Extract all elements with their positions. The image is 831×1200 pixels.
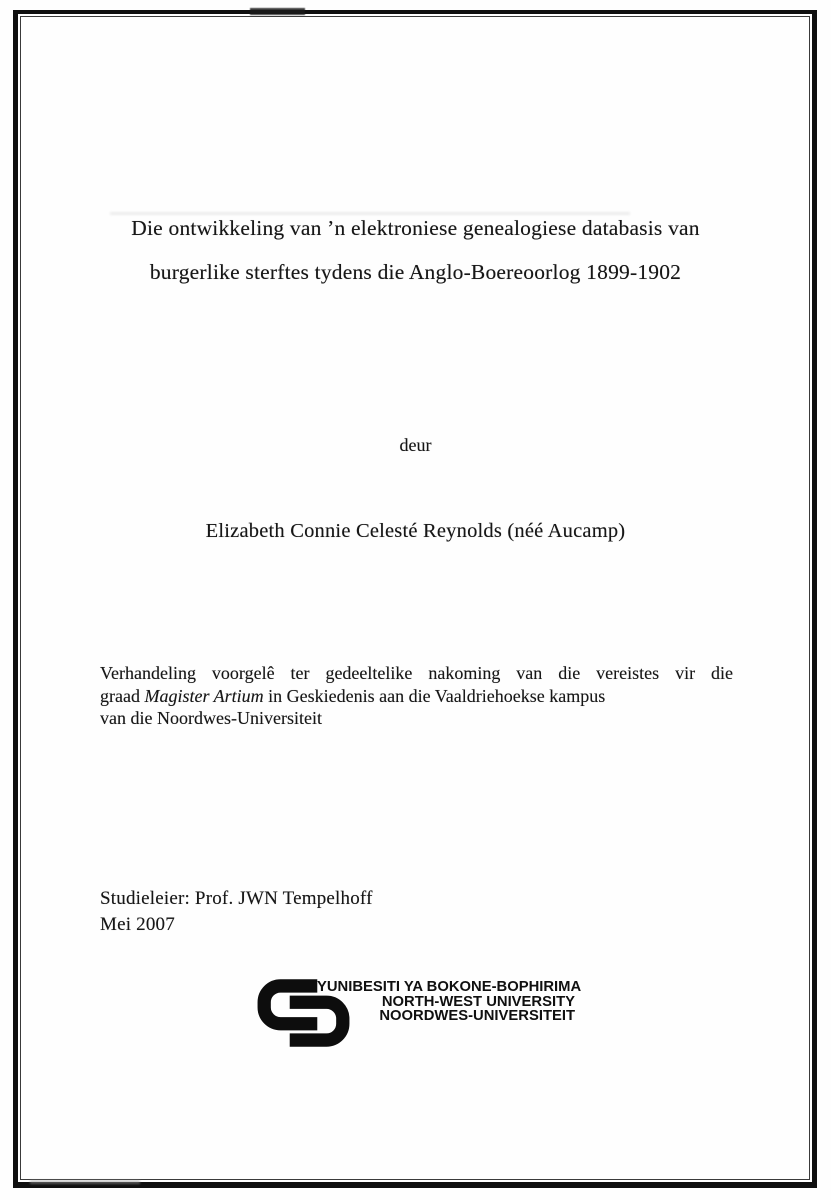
degree-statement-line1: Verhandeling voorgelê ter gedeeltelike nakoming van die vereistes vir die [100, 663, 733, 683]
byline-deur: deur [399, 435, 432, 455]
supervisor-line: Studieleier: Prof. JWN Tempelhoff [100, 888, 373, 909]
scan-smudge [250, 8, 305, 15]
degree-statement-line2-post: in Geskiedenis aan die Vaaldriehoekse kampus [263, 685, 606, 706]
nwu-logo-wordmark [317, 979, 582, 1025]
logo-line-english: NORTH-WEST UNIVERSITY [381, 993, 575, 1010]
degree-statement-line3: van die Noordwes-Universiteit [100, 708, 322, 729]
nwu-logo [255, 975, 585, 1055]
logo-line-setswana: YUNIBESITI YA BOKONE-BOPHIRIMA [317, 979, 582, 995]
thesis-title-line1: Die ontwikkeling van ’n elektroniese genealogiese databasis van [131, 216, 700, 240]
degree-statement-line2-pre: graad [100, 685, 145, 706]
degree-statement [100, 662, 733, 730]
degree-statement-line2 [100, 685, 733, 708]
date-line: Mei 2007 [100, 913, 175, 935]
thesis-title-line2: burgerlike sterftes tydens die Anglo-Boereoorlog 1899-1902 [149, 260, 682, 284]
logo-line-afrikaans: NOORDWES-UNIVERSITEIT [379, 1008, 575, 1025]
degree-name-italic: Magister Artium [144, 685, 264, 706]
author-name: Elizabeth Connie Celesté Reynolds (néé Aucamp) [205, 520, 626, 542]
thesis-title [60, 206, 771, 294]
supervisor-block [100, 886, 373, 937]
scan-smudge [30, 1180, 140, 1184]
